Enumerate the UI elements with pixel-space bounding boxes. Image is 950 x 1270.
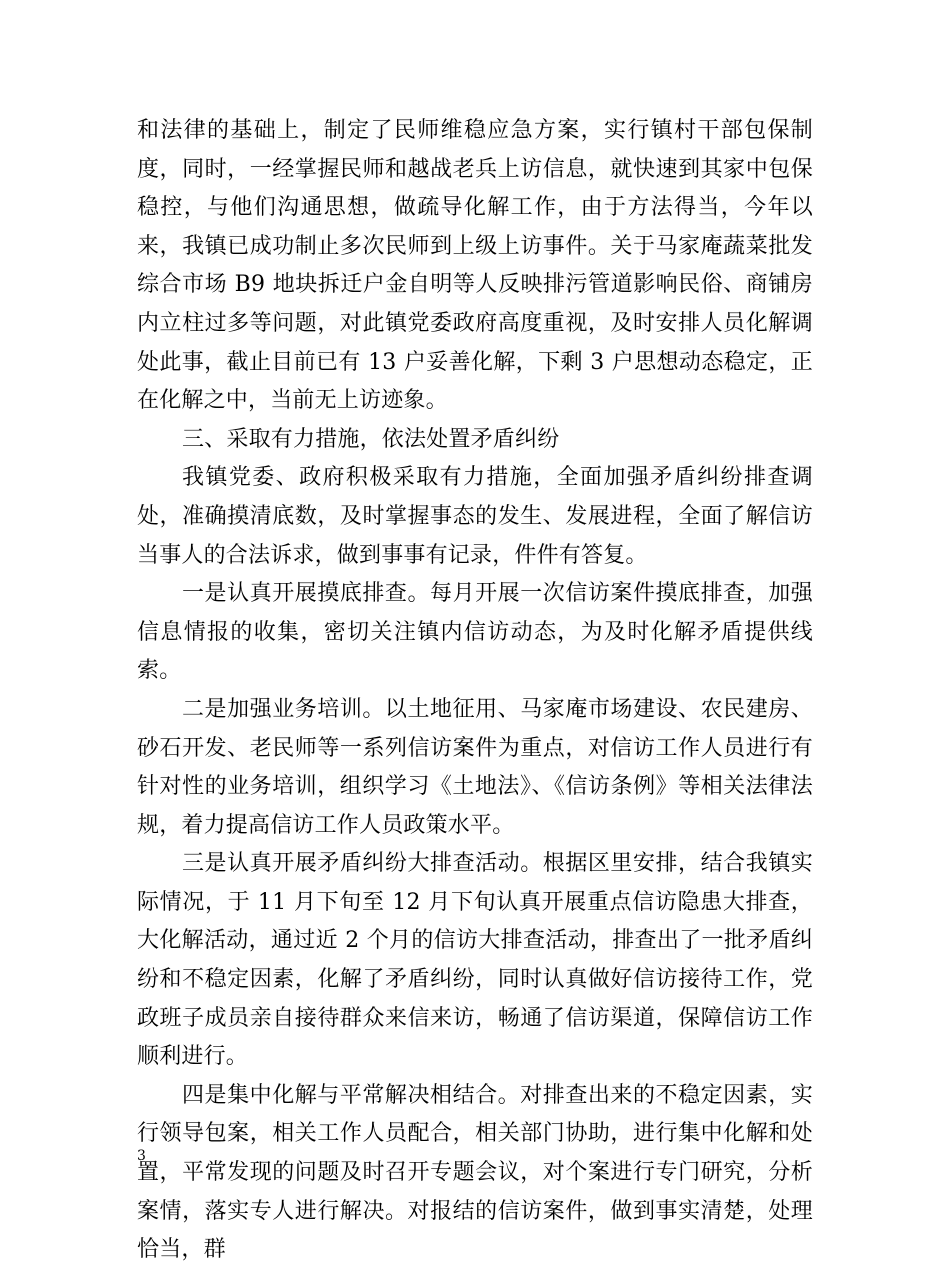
- paragraph-item-2: 二是加强业务培训。以土地征用、马家庵市场建设、农民建房、砂石开发、老民师等一系列信访案件为重点，对信访工作人员进行有针对性的业务培训，组织学习《土地法》、《信访条例》等相关法律法规，着力提高信访工作人员政策水平。: [137, 696, 813, 838]
- document-body: [137, 112, 813, 1270]
- paragraph-intro: 我镇党委、政府积极采取有力措施，全面加强矛盾纠纷排查调处，准确摸清底数，及时掌握事态的发生、发展进程，全面了解信访当事人的合法诉求，做到事事有记录，件件有答复。: [137, 465, 813, 568]
- page-number: 3: [137, 1148, 146, 1164]
- paragraph-item-4: 四是集中化解与平常解决相结合。对排查出来的不稳定因素，实行领导包案，相关工作人员配合，相关部门协助，进行集中化解和处置，平常发现的问题及时召开专题会议，对个案进行专门研究，分析案情，落实专人进行解决。对报结的信访案件，做到事实清楚，处理恰当，群: [137, 1082, 813, 1263]
- paragraph-item-3: 三是认真开展矛盾纠纷大排查活动。根据区里安排，结合我镇实际情况，于 11 月下旬至 12 月下旬认真开展重点信访隐患大排查，大化解活动，通过近 2 个月的信访大排查活动，排查出了一批矛盾纠纷和不稳定因素，化解了矛盾纠纷，同时认真做好信访接待工作，党政班子成员亲自接待群众来信来访，畅通了信访渠道，保障信访工作顺利进行。: [137, 851, 813, 1070]
- section-heading: 三、采取有力措施，依法处置矛盾纠纷: [182, 426, 560, 452]
- paragraph-continuation: 和法律的基础上，制定了民师维稳应急方案，实行镇村干部包保制度，同时，一经掌握民师和越战老兵上访信息，就快速到其家中包保稳控，与他们沟通思想，做疏导化解工作，由于方法得当，今年以来，我镇已成功制止多次民师到上级上访事件。关于马家庵蔬菜批发综合市场 B9 地块拆迁户金自明等人反映排污管道影响民俗、商铺房内立柱过多等问题，对此镇党委政府高度重视，及时安排人员化解调处此事，截止目前已有 13 户妥善化解，下剩 3 户思想动态稳定，正在化解之中，当前无上访迹象。: [137, 118, 813, 414]
- paragraph-item-1: 一是认真开展摸底排查。每月开展一次信访案件摸底排查，加强信息情报的收集，密切关注镇内信访动态，为及时化解矛盾提供线索。: [137, 581, 813, 684]
